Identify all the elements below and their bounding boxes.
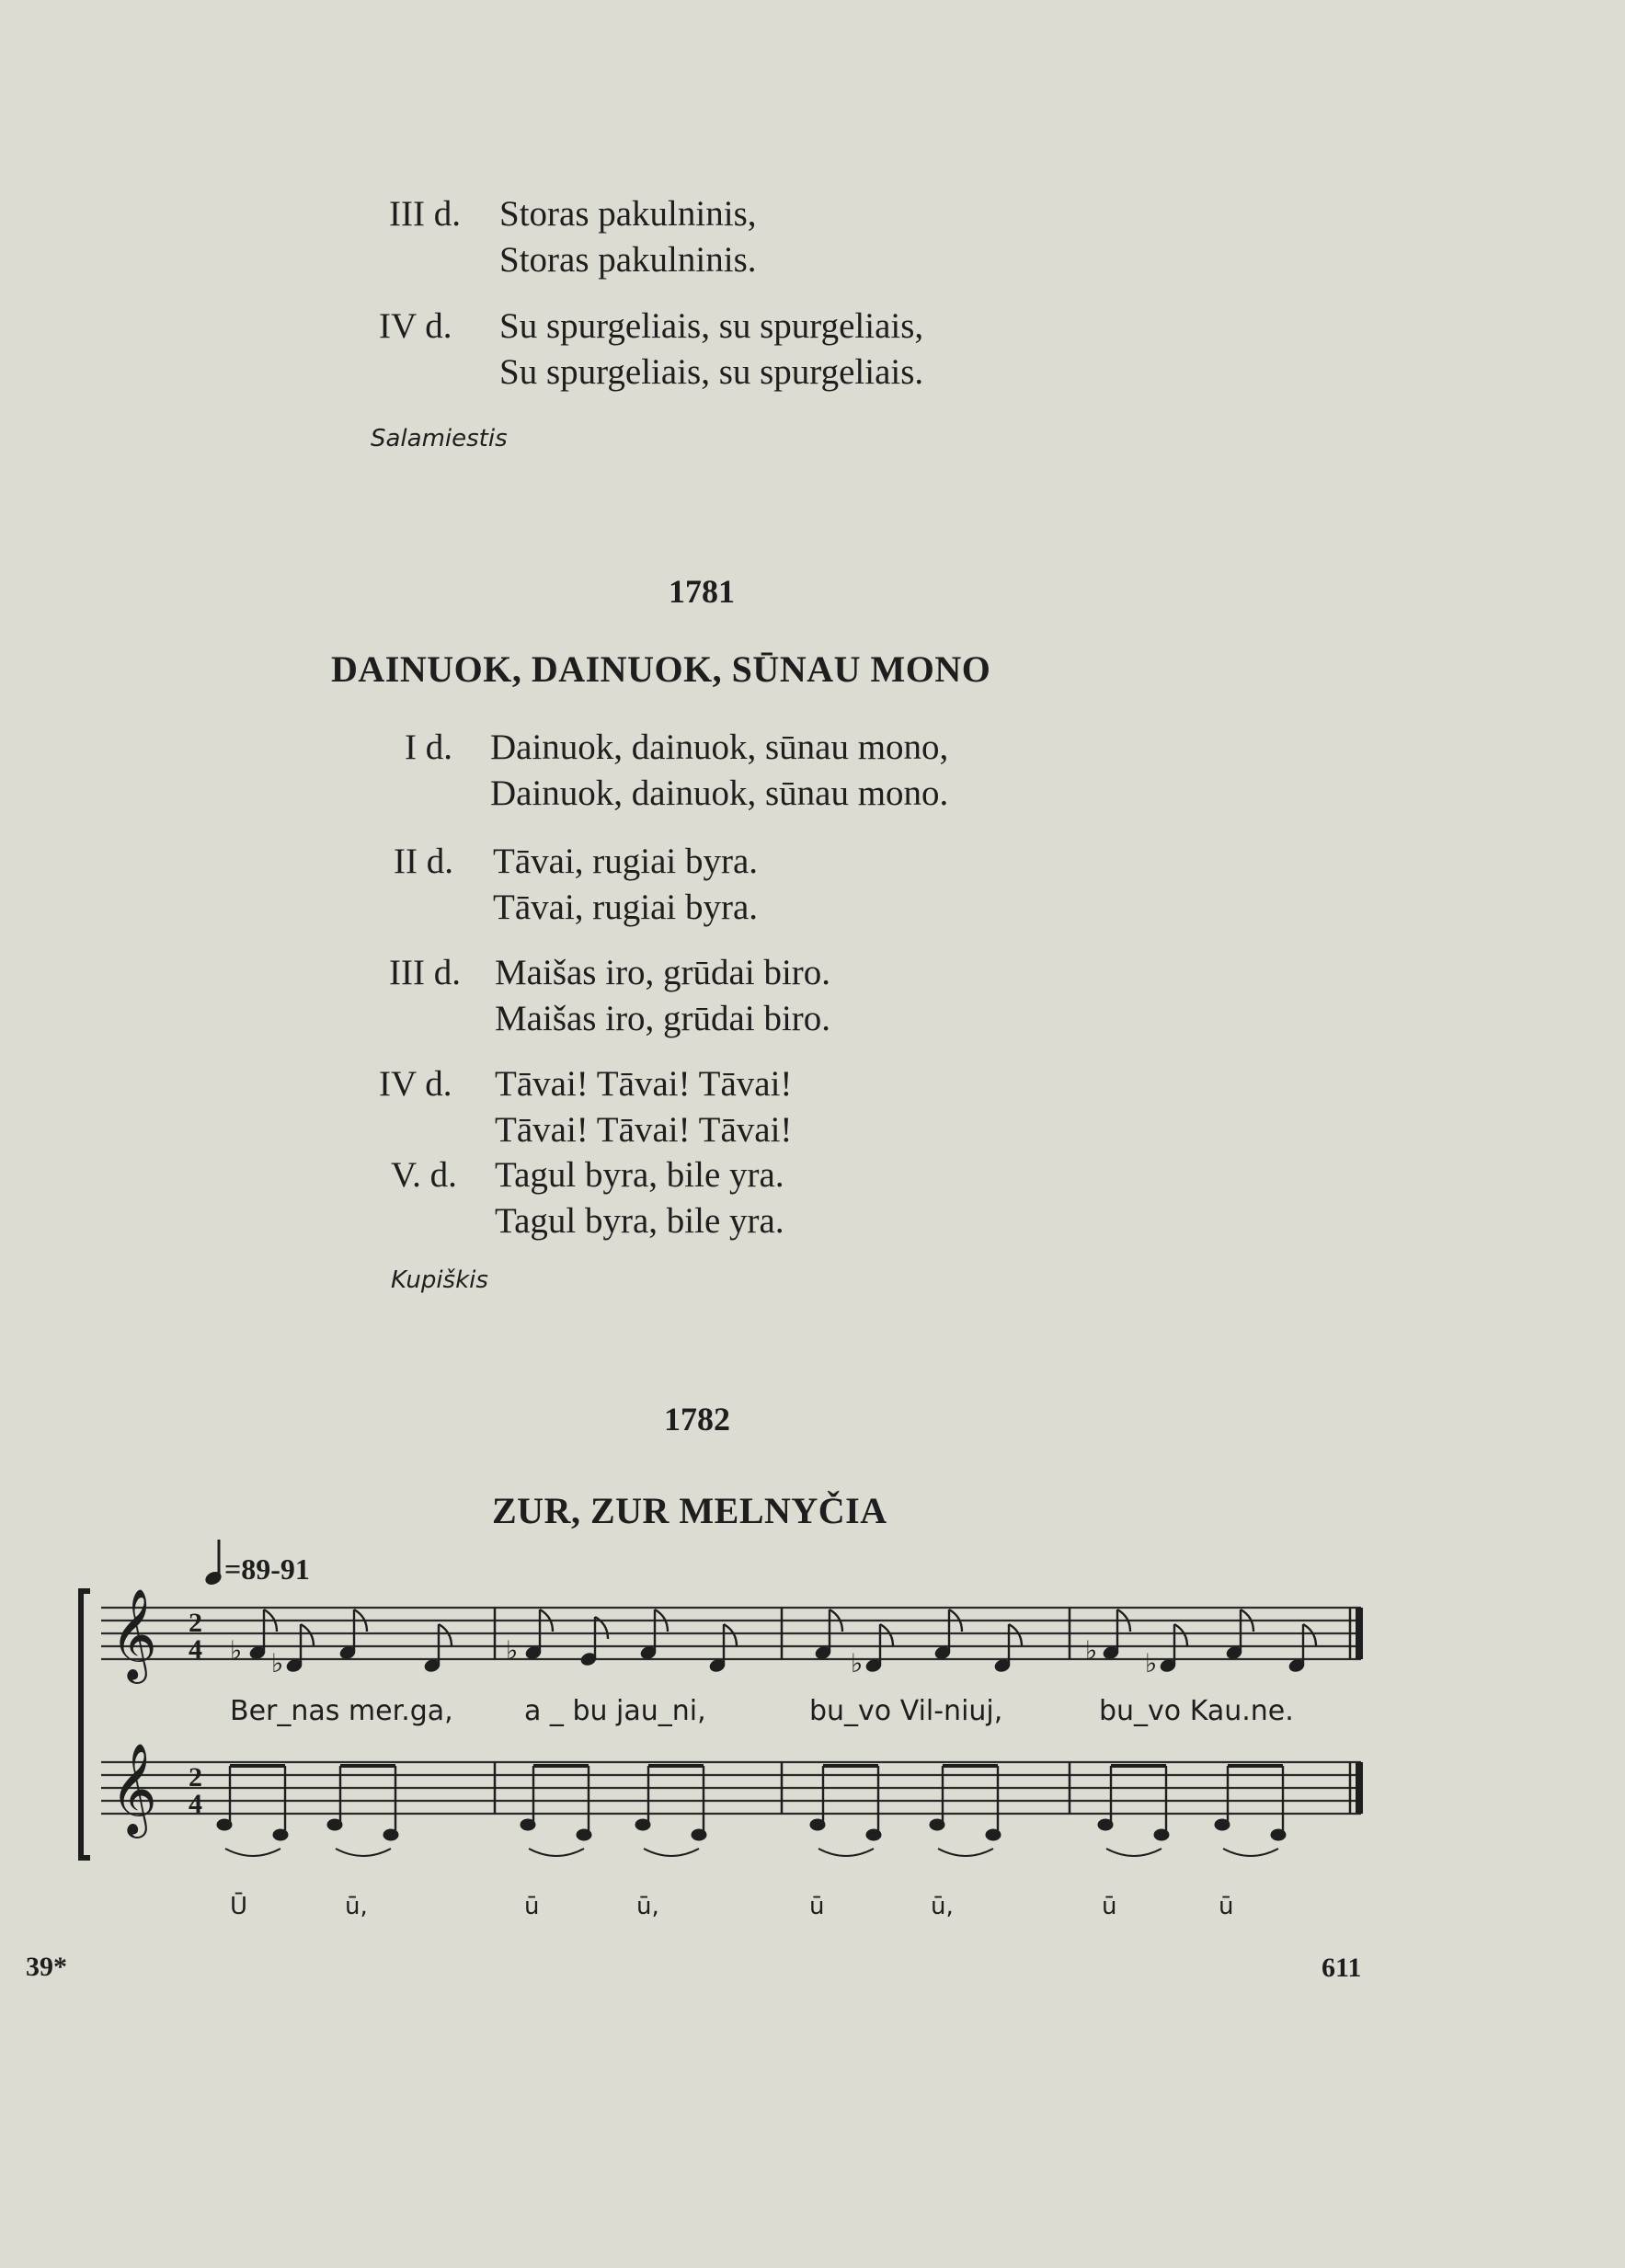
time-signature-top: 2: [189, 1762, 202, 1793]
beamed-pair: [521, 1766, 591, 1840]
svg-text:♭: ♭: [1085, 1635, 1098, 1666]
note: [1102, 1609, 1130, 1660]
vocable: ū,: [345, 1893, 368, 1920]
svg-text:♭: ♭: [230, 1635, 243, 1666]
song-title: ZUR, ZUR MELNYČIA: [492, 1490, 887, 1531]
verse-label: III d.: [389, 953, 461, 992]
final-barline: [1350, 1608, 1363, 1814]
verse-line: Dainuok, dainuok, sūnau mono.: [490, 773, 949, 813]
melody-staff: [101, 1608, 1361, 1659]
verse-label: IV d.: [379, 306, 452, 346]
note: [993, 1624, 1022, 1673]
verse-line: Tāvai, rugiai byra.: [493, 842, 759, 881]
svg-text:♭: ♭: [271, 1648, 284, 1678]
flat-icon: [230, 1635, 1157, 1678]
vocable: ū,: [636, 1893, 659, 1920]
accompaniment-staff: [101, 1762, 1361, 1814]
treble-clef-icon: 𝄞: [110, 1743, 157, 1835]
verse-line: Tagul byra, bile yra.: [495, 1155, 784, 1195]
verse-line: Maišas iro, grūdai biro.: [495, 999, 831, 1038]
lyric-measure: bu_vo Kau.ne.: [1099, 1695, 1294, 1727]
vocable: ū,: [931, 1893, 954, 1920]
verse-line: Tāvai! Tāvai! Tāvai!: [495, 1110, 793, 1150]
note: [814, 1609, 842, 1660]
verse-line: Storas pakulninis.: [499, 240, 757, 280]
note: [1225, 1609, 1253, 1660]
place-of-recording: Salamiestis: [371, 425, 508, 452]
time-signature-bottom: 4: [189, 1789, 202, 1819]
verse-label: IV d.: [379, 1064, 452, 1104]
beamed-pair: [327, 1766, 398, 1840]
place-of-recording: Kupiškis: [391, 1266, 488, 1294]
beamed-pair: [930, 1766, 1001, 1840]
lyric-measure: Ber_nas mer.ga,: [230, 1695, 453, 1727]
verse-line: Tagul byra, bile yra.: [495, 1201, 784, 1241]
tempo-value: =89-91: [224, 1552, 310, 1586]
verse-line: Tāvai, rugiai byra.: [493, 888, 759, 927]
svg-text:♭: ♭: [851, 1648, 864, 1678]
slurs: [225, 1849, 1278, 1856]
verse-line: Maišas iro, grūdai biro.: [495, 953, 831, 992]
verse-line: Dainuok, dainuok, sūnau mono,: [490, 727, 949, 767]
music-score: [74, 1582, 1379, 1931]
beamed-pair: [810, 1766, 881, 1840]
svg-text:♭: ♭: [506, 1635, 519, 1666]
time-signature-bottom: 4: [189, 1634, 202, 1665]
beamed-pair: [635, 1766, 706, 1840]
note: [708, 1624, 737, 1673]
song-number: 1781: [669, 573, 735, 610]
note: [1159, 1624, 1187, 1673]
verse-line: Tāvai! Tāvai! Tāvai!: [495, 1064, 793, 1104]
vocable: ū: [809, 1893, 825, 1920]
verse-label: II d.: [394, 842, 453, 881]
vocable: ū: [1219, 1893, 1234, 1920]
vocable: ū: [1102, 1893, 1117, 1920]
beamed-pair: [1215, 1766, 1286, 1840]
verse-label: I d.: [405, 727, 452, 767]
treble-clef-icon: 𝄞: [110, 1588, 157, 1680]
time-signature-top: 2: [189, 1608, 202, 1638]
signature-mark: 39*: [26, 1952, 67, 1982]
vocable: ū: [524, 1893, 540, 1920]
song-title: DAINUOK, DAINUOK, SŪNAU MONO: [331, 648, 991, 690]
note: [639, 1609, 668, 1660]
accompaniment-notes: [217, 1766, 1286, 1840]
verse-line: Su spurgeliais, su spurgeliais,: [499, 306, 924, 346]
verse-line: Storas pakulninis,: [499, 194, 757, 234]
beamed-pair: [1098, 1766, 1169, 1840]
verse-line: Su spurgeliais, su spurgeliais.: [499, 352, 924, 392]
verse-label: III d.: [389, 194, 461, 234]
lyric-measure: a _ bu jau_ni,: [524, 1695, 706, 1727]
note: [933, 1609, 962, 1660]
note: [338, 1609, 367, 1660]
note: [524, 1609, 553, 1660]
beamed-pair: [217, 1766, 288, 1840]
vocable: Ū: [230, 1893, 248, 1920]
lyric-measure: bu_vo Vil-niuj,: [809, 1695, 1003, 1727]
note: [1287, 1624, 1316, 1673]
note: [285, 1624, 314, 1673]
note: [864, 1624, 893, 1673]
note: [423, 1624, 452, 1673]
verse-label: V. d.: [391, 1155, 457, 1195]
tempo-marking: [204, 1534, 388, 1589]
svg-text:♭: ♭: [1145, 1648, 1158, 1678]
page-number: 611: [1322, 1953, 1362, 1983]
song-number: 1782: [664, 1401, 730, 1438]
